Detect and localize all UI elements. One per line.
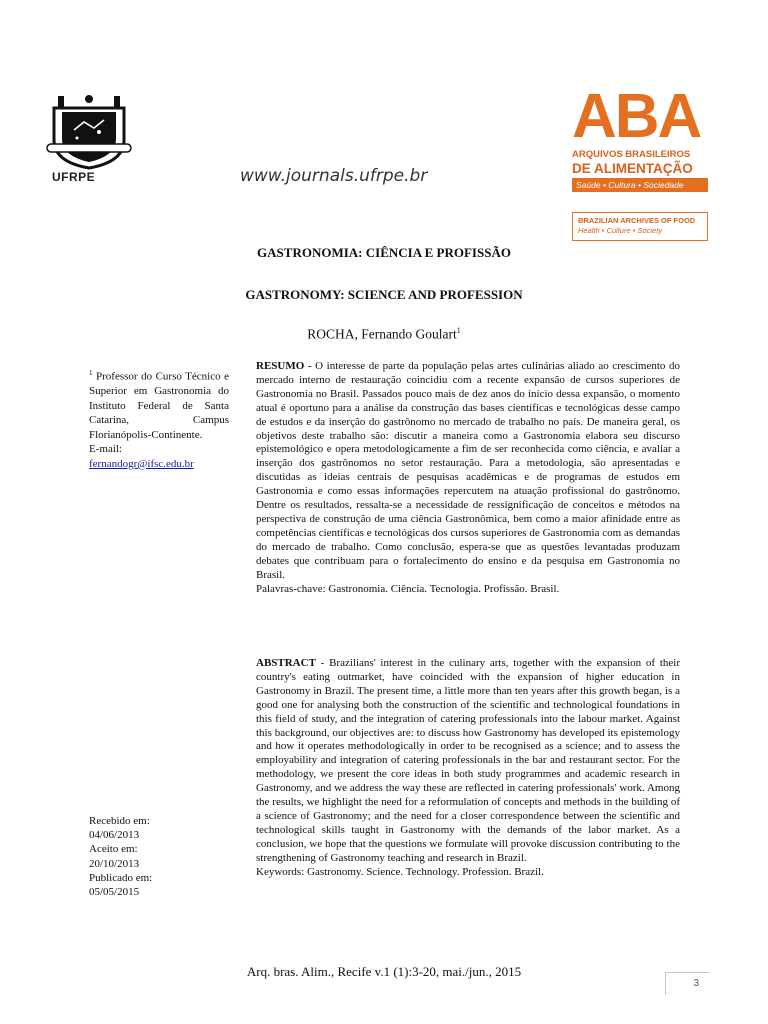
page-number: 3 xyxy=(693,978,699,989)
email-label: E-mail: xyxy=(89,443,122,456)
aba-logo-tagline: Saúde • Cultura • Sociedade xyxy=(572,178,708,192)
submission-dates xyxy=(89,814,229,899)
abstract-keywords: Keywords: Gastronomy. Science. Technology. Profession. Brazil. xyxy=(256,865,544,878)
aba-logo-letters: ABA xyxy=(572,82,701,151)
footnote-text: Professor do Curso Técnico e Superior em Gastronomia do Instituto Federal de Santa Catarina, Campus Florianópolis-Continente. xyxy=(89,370,230,441)
footnote-mark: 1 xyxy=(89,369,93,377)
resumo-section xyxy=(256,360,680,596)
resumo-text: O interesse de parte da população pelas artes culinárias aliado ao crescimento do mercado interno de restauração coincidiu com a recente expansão de cursos superiores de Gastronomia no Brasil. Passados pouco mais de dez anos do início dessa expansão, o momento atual é oportuno para a análise da construção das bases científicas e tecnológicas desse campo de estudos e da inserção do gastrônomo no mercado de trabalho no país. De maneira geral, os objetivos deste trabalho são: discutir a maneira como a Gastronomia elabora seu discurso epistemológico e opera metodologicamente a fim de ser reconhecida como ciência, e avaliar a inserção dos gastrônomos no setor restauração. Para a metodologia, são apresentadas e discutidas as ideias centrais de pesquisas acadêmicas e de programas de estudos em Gastronomia e como essas informações repercutem na atuação profissional do gastrônomo. Dentre os resultados, ressalta-se a necessidade de ressignificação de conceitos e métodos na perspectiva de construção de uma ciência Gastronômica, bem como a maior afinidade entre as competências científicas e tecnológicas dos cursos superiores de Gastronomia com as demandas do mercado de trabalho. Como conclusão, espera-se que as questões levantadas produzam debates que contribuam para o fortalecimento do ensino e da pesquisa em Gastronomia no Brasil. xyxy=(256,360,681,581)
journal-url[interactable]: www.journals.ufrpe.br xyxy=(240,166,428,186)
abstract-label: ABSTRACT xyxy=(256,657,316,669)
abstract-text: - Brazilians' interest in the culinary arts, together with the expansion of their country's eating outmarket, have coincided with the expansion of higher education in Gastronomy in Brazil. The present time, a little more than ten years after this growth began, is a good one for analysing both the construction of the scientific and technological foundations in this field of study, and the integration of catering professionals into the labour market. Against this background, our objectives are: to discuss how Gastronomy has developed its epistemology and how it operates methodologically in order to be recognised as a science; and to assess the employability and integration of catering professionals in the bar and restaurant sector. For the methodology, we present the core ideas in both study programmes and academic research in Gastronomy, and we address the way these are reflected in catering professionals' work. Among the results, we highlight the need for a reformulation of concepts and methods in the building of a science of Gastronomy; and the need for a closer correspondence between the scientific and technological skills taught in Gastronomy with the demands of the labor market. As a conclusion, we hope that the questions we formulate will provoke discussion contributing to the strengthening of Gastronomy teaching and research in Brazil. xyxy=(256,657,681,864)
aba-logo-line1: ARQUIVOS BRASILEIROS xyxy=(572,149,691,160)
aba-logo xyxy=(572,82,712,192)
author-line xyxy=(0,326,768,343)
email-link[interactable]: fernandogr@ifsc.edu.br xyxy=(89,457,194,470)
resumo-keywords: Palavras-chave: Gastronomia. Ciência. Tecnologia. Profissão. Brasil. xyxy=(256,582,560,595)
resumo-label: RESUMO - xyxy=(256,360,312,372)
received-label: Recebido em: xyxy=(89,815,150,827)
ufrpe-label: UFRPE xyxy=(52,170,96,184)
brazilian-archives-line2: Health • Culture • Society xyxy=(578,226,663,235)
published-date: 05/05/2015 xyxy=(89,886,140,899)
aba-logo-line2: DE ALIMENTAÇÃO xyxy=(572,161,693,176)
brazilian-archives-line1: BRAZILIAN ARCHIVES OF FOOD xyxy=(578,216,696,225)
page-number-box xyxy=(665,972,709,995)
title-portuguese: GASTRONOMIA: CIÊNCIA E PROFISSÃO xyxy=(257,245,511,260)
author-footnote-mark: 1 xyxy=(456,326,461,335)
abstract-section xyxy=(256,657,680,880)
author-name: ROCHA, Fernando Goulart xyxy=(307,326,457,342)
journal-citation: Arq. bras. Alim., Recife v.1 (1):3-20, mai./jun., 2015 xyxy=(246,964,522,979)
accepted-date: 20/10/2013 xyxy=(89,857,140,870)
brazilian-archives-logo xyxy=(572,212,708,241)
published-label: Publicado em: xyxy=(89,871,153,884)
received-date: 04/06/2013 xyxy=(89,829,140,842)
title-english: GASTRONOMY: SCIENCE AND PROFESSION xyxy=(245,287,523,302)
author-footnote xyxy=(89,366,229,471)
accepted-label: Aceito em: xyxy=(89,843,138,856)
